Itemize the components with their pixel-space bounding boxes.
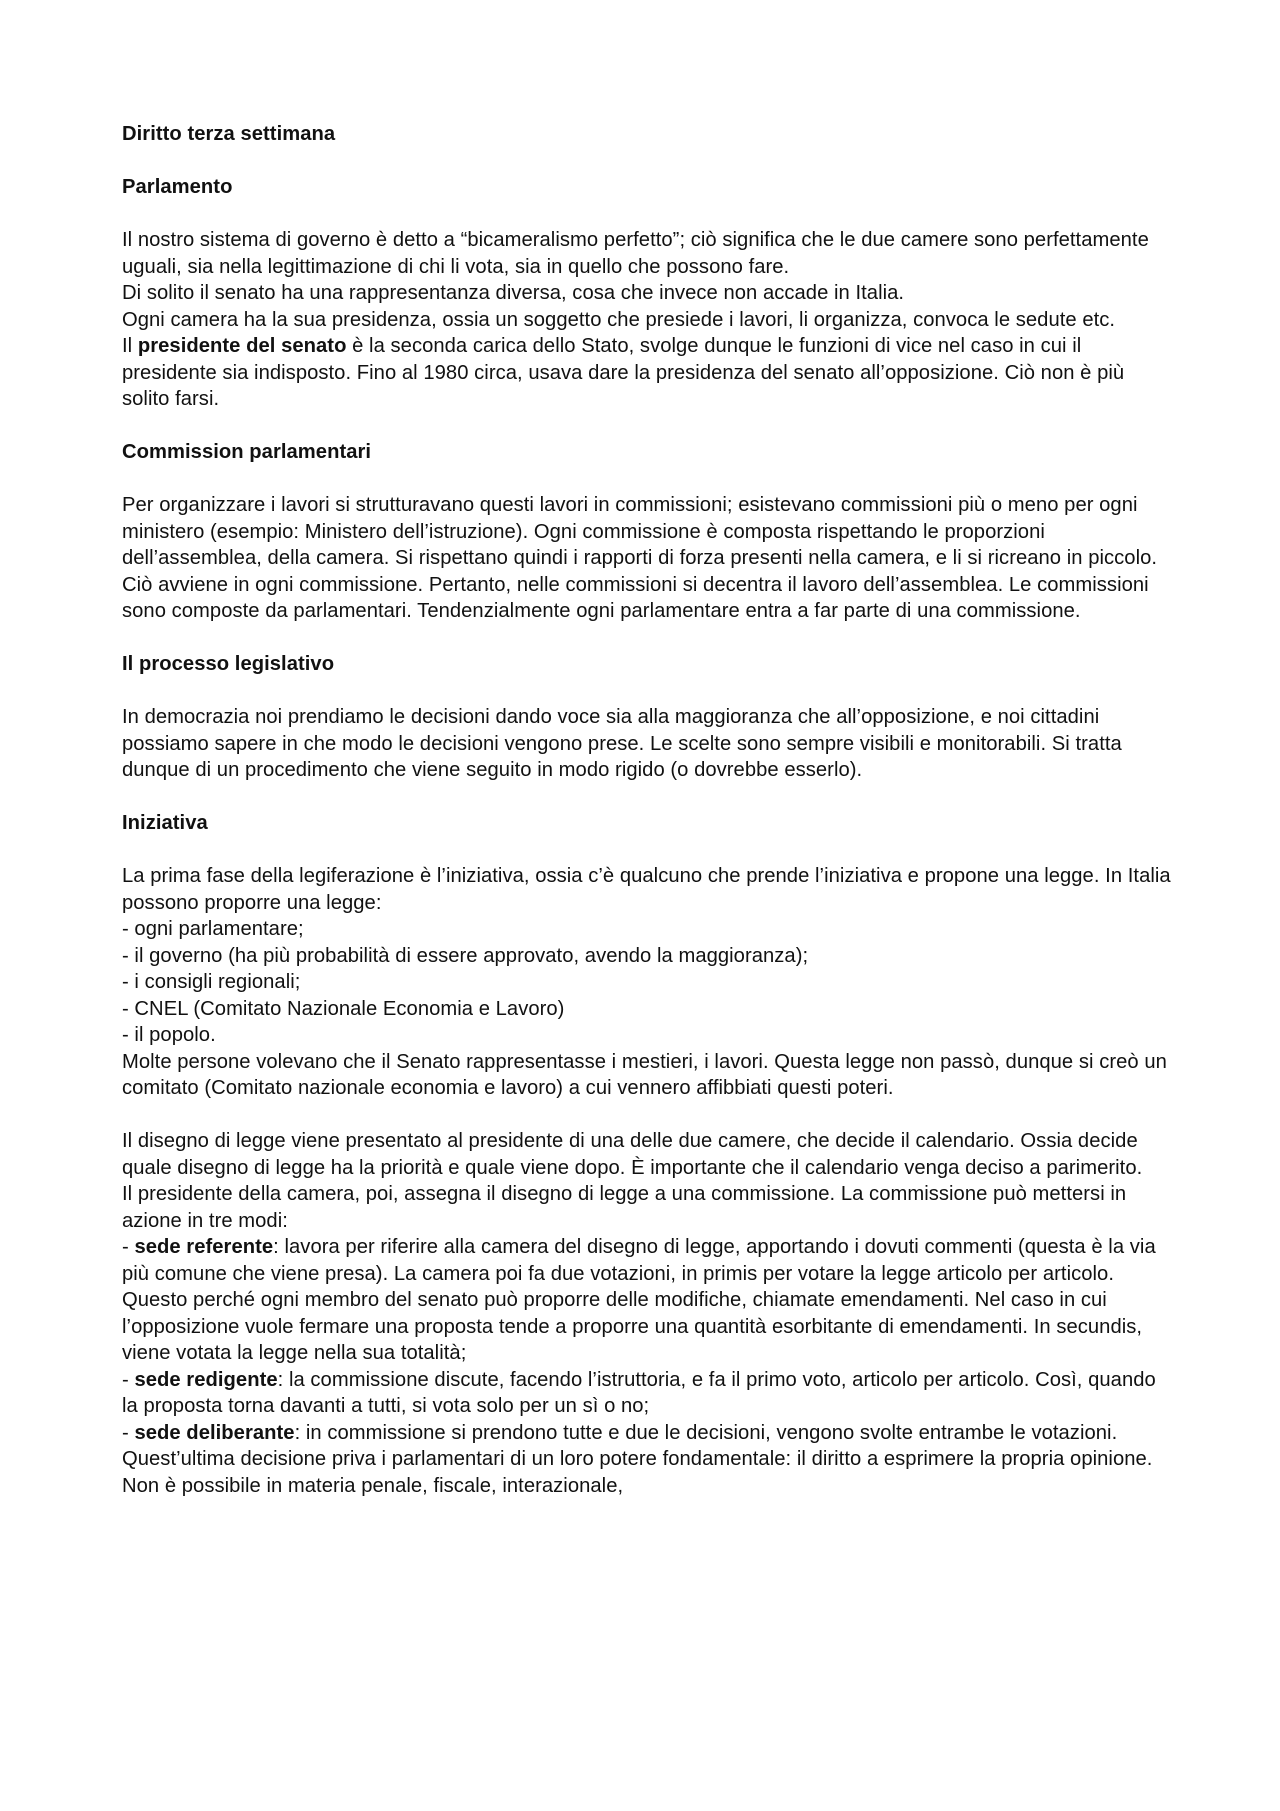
spacer xyxy=(122,1102,1172,1129)
paragraph: In democrazia noi prendiamo le decisioni dando voce sia alla maggioranza che all’opposizione, e noi cittadini possiamo sapere in che modo le decisioni vengono prese. Le scelte sono sempre visibili e monitorabili. Si tratta dunque di un procedimento che viene seguito in modo rigido (o dovrebbe esserlo). xyxy=(122,706,1122,781)
spacer xyxy=(122,466,1172,493)
text-run: - xyxy=(122,1236,135,1258)
bold-term: sede deliberante xyxy=(134,1421,295,1444)
list-item: - CNEL (Comitato Nazionale Economia e Lavoro) xyxy=(122,997,565,1020)
spacer xyxy=(122,837,1172,864)
paragraph: Il presidente della camera, poi, assegna il disegno di legge a una commissione. La commissione può mettersi in azione in tre modi: xyxy=(122,1183,1127,1232)
paragraph: Ogni camera ha la sua presidenza, ossia un soggetto che presiede i lavori, li organizza, convoca le sedute etc. xyxy=(122,308,1116,331)
spacer xyxy=(122,784,1172,811)
section-heading-processo: Il processo legislativo xyxy=(122,653,335,675)
bold-term: sede redigente xyxy=(134,1368,278,1391)
bold-term: sede referente xyxy=(134,1236,274,1258)
paragraph: Il nostro sistema di governo è detto a “bicameralismo perfetto”; ciò significa che le due camere sono perfettamente uguali, sia nella legittimazione di chi li vota, sia in quello che possono fare. xyxy=(122,229,1149,278)
text-run: Il xyxy=(122,335,138,357)
paragraph: Il disegno di legge viene presentato al presidente di una delle due camere, che decide il calendario. Ossia decide quale disegno di legge ha la priorità e quale viene dopo. È importante che il calendario venga deciso a parimerito. xyxy=(122,1130,1143,1179)
spacer xyxy=(122,201,1172,228)
paragraph: Per organizzare i lavori si strutturavano questi lavori in commissioni; esistevano commissioni più o meno per ogni ministero (esempio: Ministero dell’istruzione). Ogni commissione è composta rispettando le proporzioni dell’assemblea, della camera. Si rispettano quindi i rapporti di forza presenti nella camera, e li si ricreano in piccolo. Ciò avviene in ogni commissione. Pertanto, nelle commissioni si decentra il lavoro dell’assemblea. Le commissioni sono composte da parlamentari. Tendenzialmente ogni parlamentare entra a far parte di una commissione. xyxy=(122,494,1158,622)
section-heading-commissioni: Commission parlamentari xyxy=(122,441,372,463)
text-run: : la commissione discute, facendo l’istruttoria, e fa il primo voto, articolo per articolo. Così, quando la proposta torna davanti a tutti, si vota solo per un sì o no; xyxy=(122,1368,1156,1417)
spacer xyxy=(122,678,1172,705)
list-item: - i consigli regionali; xyxy=(122,971,301,993)
section-heading-iniziativa: Iniziativa xyxy=(122,812,208,834)
paragraph: Molte persone volevano che il Senato rappresentasse i mestieri, i lavori. Questa legge non passò, dunque si creò un comitato (Comitato nazionale economia e lavoro) a cui vennero affibbiati questi poteri. xyxy=(122,1050,1167,1099)
text-run: : lavora per riferire alla camera del disegno di legge, apportando i dovuti commenti (questa è la via più comune che viene presa). La camera poi fa due votazioni, in primis per votare la legge articolo per articolo. Questo perché ogni membro del senato può proporre delle modifiche, chiamate emendamenti. Nel caso in cui l’opposizione vuole fermare una proposta tende a proporre una quantità esorbitante di emendamenti. In secundis, viene votata la legge nella sua totalità; xyxy=(122,1236,1156,1364)
bold-term: presidente del senato xyxy=(137,335,347,357)
list-item-sede-referente xyxy=(122,1234,1172,1367)
text-run: - xyxy=(122,1368,135,1391)
text-run: è la seconda carica dello Stato, svolge dunque le funzioni di vice nel caso in cui il presidente sia indisposto. Fino al 1980 circa, usava dare la presidenza del senato all’opposizione. Ciò non è più solito farsi. xyxy=(122,335,1125,410)
document-title: Diritto terza settimana xyxy=(122,123,336,145)
paragraph xyxy=(122,333,1172,413)
document-page xyxy=(122,121,1172,1499)
list-item-sede-deliberante xyxy=(122,1420,1172,1500)
list-item-sede-redigente xyxy=(122,1367,1172,1420)
list-item: - il governo (ha più probabilità di essere approvato, avendo la maggioranza); xyxy=(122,944,809,967)
spacer xyxy=(122,413,1172,440)
section-heading-parlamento: Parlamento xyxy=(122,176,233,198)
list-item: - ogni parlamentare; xyxy=(122,918,304,940)
spacer xyxy=(122,625,1172,652)
paragraph: Di solito il senato ha una rappresentanza diversa, cosa che invece non accade in Italia. xyxy=(122,282,905,304)
text-run: : in commissione si prendono tutte e due le decisioni, vengono svolte entrambe le votazioni. Quest’ultima decisione priva i parlamentari di un loro potere fondamentale: il diritto a esprimere la propria opinione. Non è possibile in materia penale, fiscale, interazionale, xyxy=(122,1421,1153,1497)
paragraph: La prima fase della legiferazione è l’iniziativa, ossia c’è qualcuno che prende l’iniziativa e propone una legge. In Italia possono proporre una legge: xyxy=(122,865,1171,914)
spacer xyxy=(122,148,1172,175)
list-item: - il popolo. xyxy=(122,1024,216,1046)
text-run: - xyxy=(122,1421,135,1444)
